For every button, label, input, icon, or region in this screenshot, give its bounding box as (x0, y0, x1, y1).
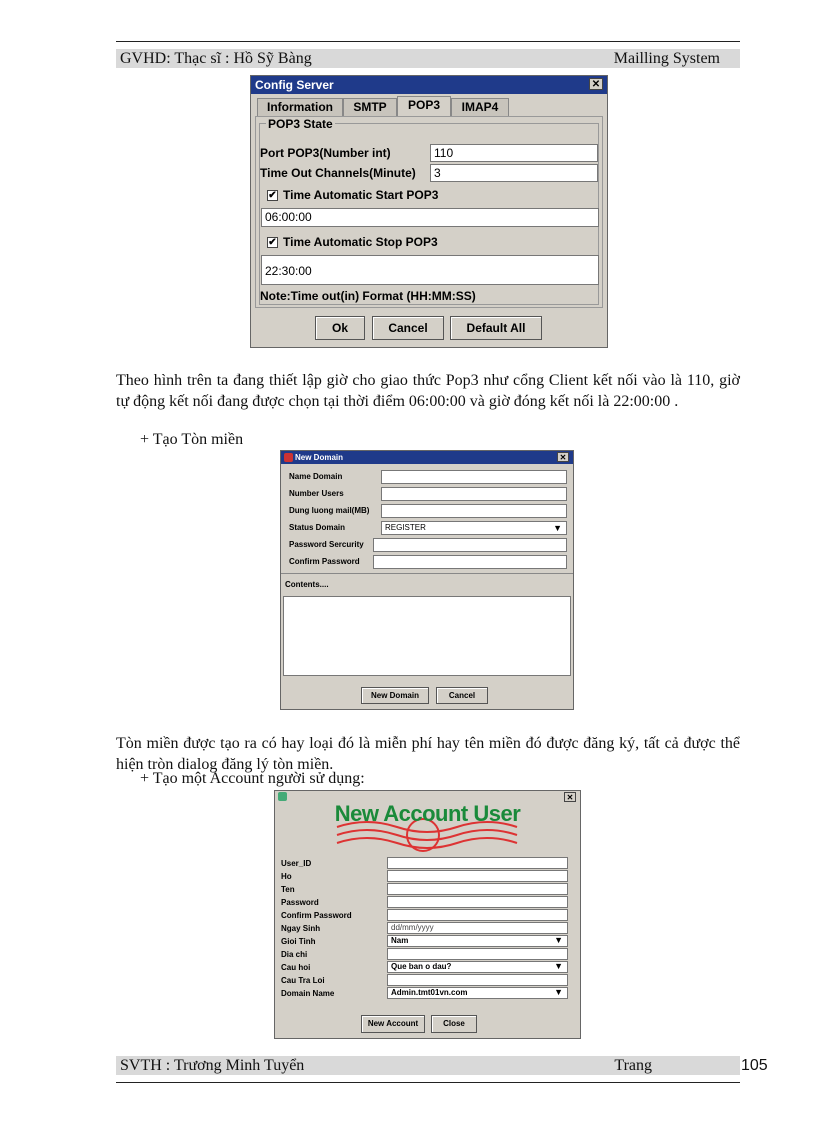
name-domain-label: Name Domain (289, 472, 343, 481)
address-label: Dia chi (281, 950, 308, 959)
confirm-password-label: Confirm Password (289, 557, 360, 566)
birthdate-input[interactable]: dd/mm/yyyy (387, 922, 568, 934)
config-server-dialog (250, 75, 608, 348)
cancel-button[interactable]: Cancel (372, 316, 444, 340)
page-number: 105 (741, 1057, 768, 1074)
paragraph-1: Theo hình trên ta đang thiết lập giờ cho giao thức Pop3 như cổng Client kết nối vào là 110, giờ tự động kết nối đang được chọn tại thời điểm 06:00:00 và giờ đóng kết nối là 22:00:00 . (116, 372, 740, 410)
app-icon (278, 792, 287, 801)
gender-value: Nam (391, 936, 409, 945)
auto-start-input[interactable]: 06:00:00 (261, 208, 599, 227)
confirm-password-label: Confirm Password (281, 911, 352, 920)
close-button[interactable]: Close (431, 1015, 477, 1033)
user-id-label: User_ID (281, 859, 312, 868)
ten-input[interactable] (387, 883, 568, 895)
chevron-down-icon: ▼ (554, 987, 563, 997)
answer-label: Cau Tra Loi (281, 976, 325, 985)
format-note: Note:Time out(in) Format (HH:MM:SS) (260, 289, 476, 303)
config-server-titlebar (251, 76, 607, 94)
domain-name-label: Domain Name (281, 989, 335, 998)
page-header (116, 49, 740, 68)
footer-rule (116, 1082, 740, 1083)
banner-title: New Account User (334, 801, 521, 826)
ok-button[interactable]: Ok (315, 316, 365, 340)
bullet-create-account: + Tạo một Account người sử dụng: (140, 770, 365, 787)
ho-label: Ho (281, 872, 292, 881)
answer-input[interactable] (387, 974, 568, 986)
question-select[interactable] (387, 961, 568, 973)
password-security-label: Password Sercurity (289, 540, 364, 549)
question-value: Que ban o dau? (391, 962, 452, 971)
contents-label: Contents.... (285, 580, 329, 589)
password-input[interactable] (387, 896, 568, 908)
timeout-input[interactable]: 3 (430, 164, 598, 182)
close-icon[interactable]: ✕ (557, 452, 569, 462)
port-label: Port POP3(Number int) (260, 146, 391, 160)
page-footer (116, 1056, 740, 1075)
config-server-title: Config Server (255, 78, 334, 92)
user-id-input[interactable] (387, 857, 568, 869)
tab-imap4[interactable]: IMAP4 (451, 98, 509, 116)
number-users-input[interactable] (381, 487, 567, 501)
confirm-password-input[interactable] (387, 909, 568, 921)
tab-pop3[interactable]: POP3 (397, 96, 451, 116)
gender-select[interactable] (387, 935, 568, 947)
new-account-dialog (274, 790, 581, 1039)
close-icon[interactable]: ✕ (564, 792, 576, 802)
header-right: Mailling System (613, 50, 720, 67)
new-domain-button[interactable]: New Domain (361, 687, 429, 704)
tab-information[interactable]: Information (257, 98, 343, 116)
chevron-down-icon: ▼ (554, 935, 563, 945)
number-users-label: Number Users (289, 489, 344, 498)
cancel-button[interactable]: Cancel (436, 687, 488, 704)
footer-left: SVTH : Trương Minh Tuyển (120, 1057, 305, 1074)
new-account-button[interactable]: New Account (361, 1015, 425, 1033)
new-domain-title: New Domain (295, 453, 344, 462)
domain-name-value: Admin.tmt01vn.com (391, 988, 468, 997)
gender-label: Gioi Tinh (281, 937, 316, 946)
divider (281, 573, 573, 574)
footer-right: Trang (614, 1057, 652, 1074)
question-label: Cau hoi (281, 963, 311, 972)
status-domain-select[interactable] (381, 521, 567, 535)
chevron-down-icon: ▼ (553, 523, 562, 533)
port-input[interactable]: 110 (430, 144, 598, 162)
ten-label: Ten (281, 885, 295, 894)
address-input[interactable] (387, 948, 568, 960)
contents-textarea[interactable] (283, 596, 571, 676)
password-label: Password (281, 898, 319, 907)
close-icon[interactable]: ✕ (589, 78, 603, 90)
status-domain-value: REGISTER (385, 523, 426, 532)
auto-start-label: Time Automatic Start POP3 (283, 188, 439, 202)
ho-input[interactable] (387, 870, 568, 882)
status-domain-label: Status Domain (289, 523, 346, 532)
storage-input[interactable] (381, 504, 567, 518)
auto-stop-input[interactable]: 22:30:00 (261, 255, 599, 285)
tab-smtp[interactable]: SMTP (343, 98, 397, 116)
group-label: POP3 State (268, 117, 333, 131)
default-all-button[interactable]: Default All (450, 316, 542, 340)
auto-start-checkbox[interactable]: ✔ (268, 190, 277, 201)
tab-panel (255, 116, 603, 308)
timeout-label: Time Out Channels(Minute) (260, 166, 416, 180)
auto-stop-checkbox[interactable]: ✔ (268, 237, 277, 248)
confirm-password-input[interactable] (373, 555, 567, 569)
name-domain-input[interactable] (381, 470, 567, 484)
birthdate-label: Ngay Sinh (281, 924, 321, 933)
header-rule (116, 41, 740, 42)
new-domain-dialog (280, 450, 574, 710)
new-domain-titlebar (281, 451, 573, 464)
auto-stop-label: Time Automatic Stop POP3 (283, 235, 438, 249)
paragraph-2: Tòn miền được tạo ra có hay loại đó là miễn phí hay tên miền đó được đăng ký, tất cả được thể hiện tròn dialog đăng lý tòn miền. (116, 735, 740, 773)
header-left: GVHD: Thạc sĩ : Hồ Sỹ Bàng (120, 50, 312, 67)
password-security-input[interactable] (373, 538, 567, 552)
app-icon (284, 453, 293, 462)
domain-name-select[interactable] (387, 987, 568, 999)
chevron-down-icon: ▼ (554, 961, 563, 971)
storage-label: Dung luong mail(MB) (289, 506, 370, 515)
bullet-create-domain: + Tạo Tòn miền (140, 431, 244, 448)
